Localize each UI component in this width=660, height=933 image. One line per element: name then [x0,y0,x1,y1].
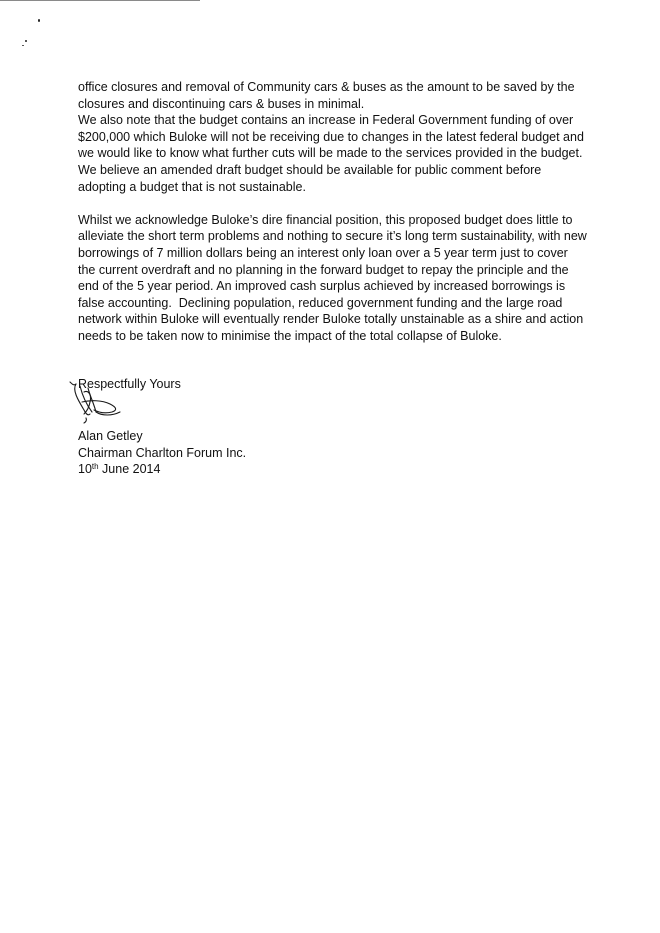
paragraph-financial-position: Whilst we acknowledge Buloke’s dire financial position, this proposed budget does little to alleviate the short term problems and nothing to secure it’s long term sustainability, with new borrowings of 7 million dollars being an interest only loan over a 5 year term just to cover the current overdraft and no planning in the forward budget to repay the principle and the end of the 5 year period. An improved cash surplus achieved by increased borrowings is false accounting. Declining population, reduced government funding and the large road network within Buloke will eventually render Buloke totally unstainable as a shire and action needs to be taken now to minimise the impact of the total collapse of Buloke. [78,212,591,343]
date-day: 10 [78,462,92,477]
scan-speck [38,19,40,22]
letter-date [78,461,246,478]
scan-speck [25,40,27,42]
scan-speck [22,45,24,46]
closing-block [78,376,338,393]
signatory-block [78,428,246,478]
paragraph-office-closures: office closures and removal of Community cars & buses as the amount to be saved by the closures and discontinuing cars & buses in minimal. [78,80,579,111]
scan-edge-line [0,0,200,1]
date-month-year: June 2014 [98,462,161,477]
signatory-title: Chairman Charlton Forum Inc. [78,445,247,460]
date-suffix: th [91,462,99,472]
closing-salutation: Respectfully Yours [78,377,181,391]
letter-body [78,79,591,345]
signatory-name: Alan Getley [78,429,143,443]
paragraph-federal-funding: We also note that the budget contains an increase in Federal Government funding of over $200,000 which Buloke will not be receiving due to changes in the latest federal budget and we would like to know what further cuts will be made to the services provided in the budget. We believe an amended draft budget should be available for public comment before adopting a budget that is not sustainable. [78,113,588,194]
